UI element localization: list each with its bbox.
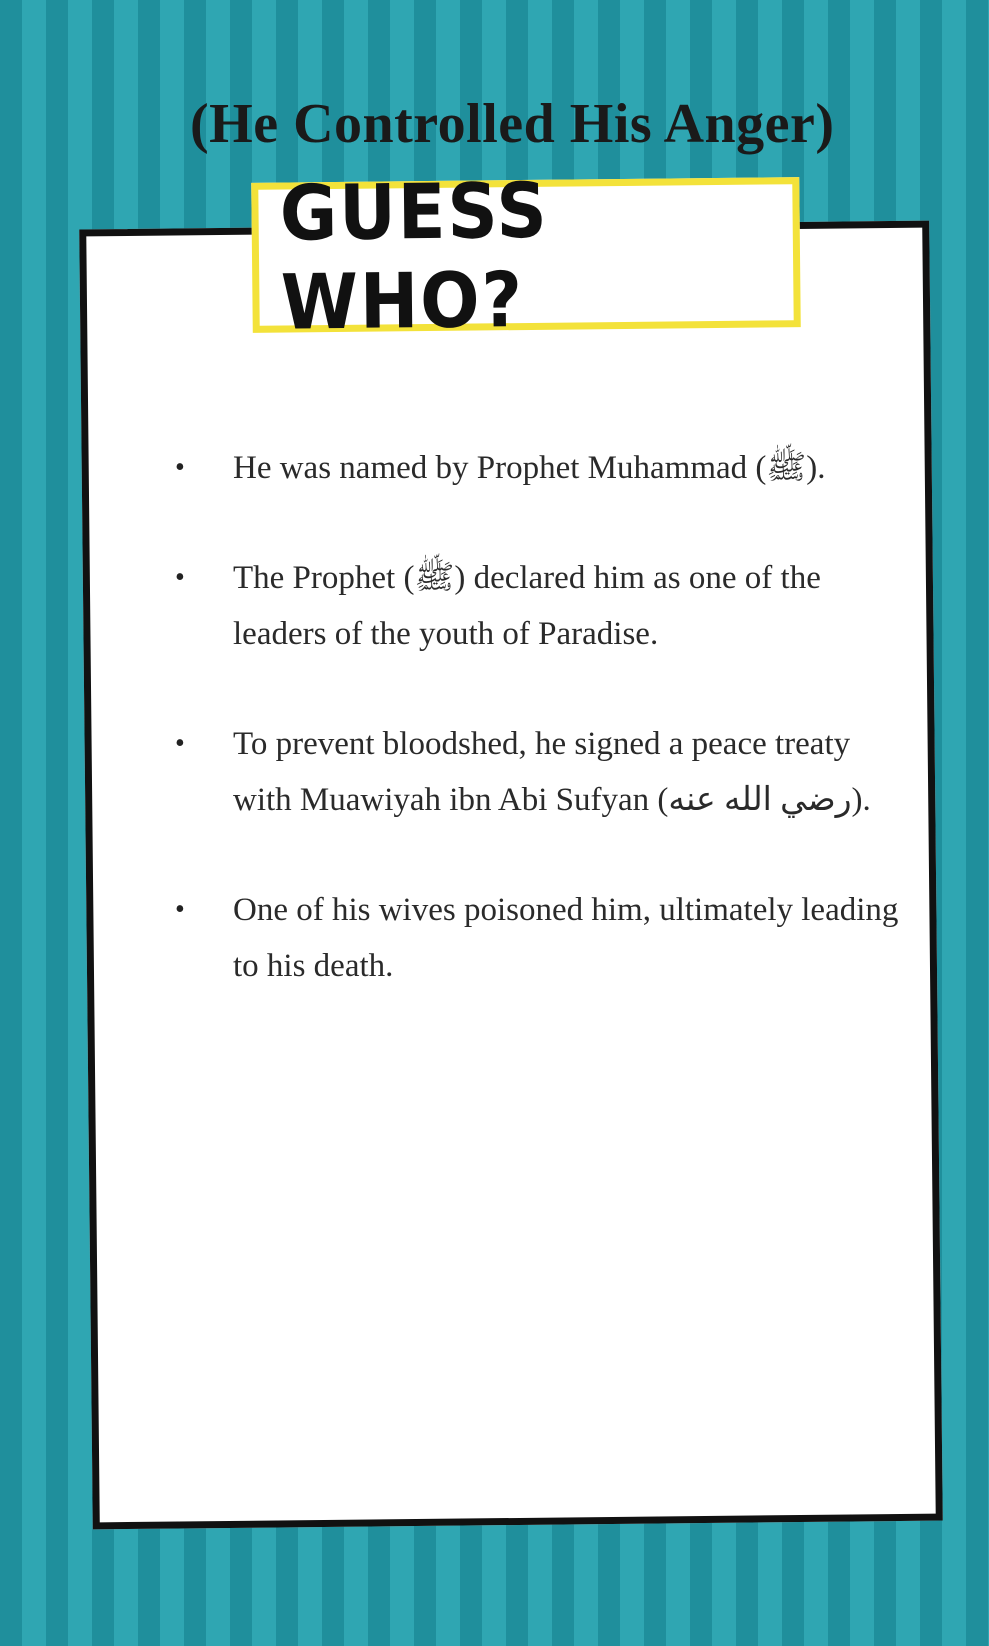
fact-item xyxy=(165,882,905,994)
guess-who-label: GUESS WHO? xyxy=(279,165,550,347)
bullet-icon: • xyxy=(175,562,185,593)
fact-list xyxy=(165,440,905,1048)
fact-text: He was named by Prophet Muhammad (ﷺ). xyxy=(233,450,826,486)
bullet-icon: • xyxy=(175,452,185,483)
fact-item xyxy=(165,440,905,496)
bullet-icon: • xyxy=(175,894,185,925)
fact-text: The Prophet (ﷺ) declared him as one of the leaders of the youth of Paradise. xyxy=(233,560,821,652)
guess-who-label-box xyxy=(251,165,801,347)
fact-text: To prevent bloodshed, he signed a peace treaty with Muawiyah ibn Abi Sufyan (رضي الله عنه). xyxy=(233,726,871,818)
fact-item xyxy=(165,550,905,662)
page-title: (He Controlled His Anger) xyxy=(190,93,835,155)
fact-item xyxy=(165,716,905,828)
fact-text: One of his wives poisoned him, ultimately leading to his death. xyxy=(233,892,899,984)
bullet-icon: • xyxy=(175,728,185,759)
